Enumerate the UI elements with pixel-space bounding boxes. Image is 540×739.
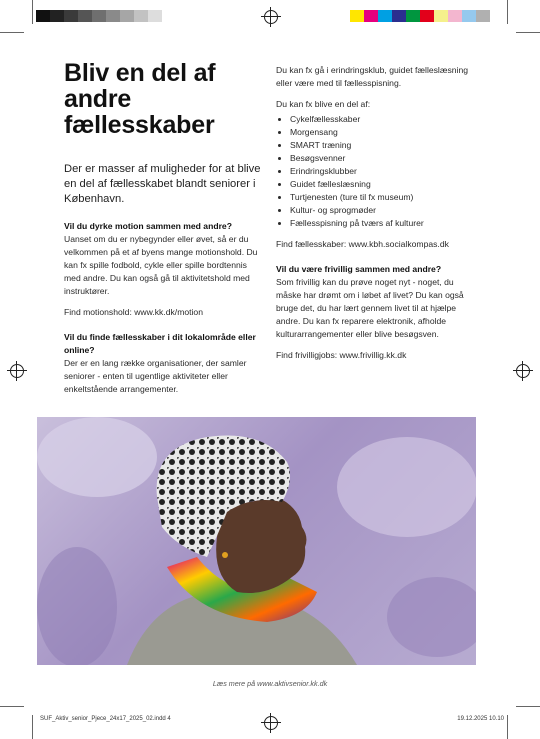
gray-swatch — [134, 10, 148, 22]
crop-mark — [0, 706, 24, 707]
color-swatch — [434, 10, 448, 22]
crop-mark — [507, 0, 508, 24]
gray-swatch — [92, 10, 106, 22]
activity-list-item: • SMART træning — [290, 139, 476, 152]
grayscale-color-bar — [36, 10, 162, 22]
gray-swatch — [78, 10, 92, 22]
registration-mark-icon — [264, 716, 278, 730]
question-volunteer: Vil du være frivillig sammen med andre? — [276, 264, 442, 274]
color-swatch — [364, 10, 378, 22]
color-swatch — [406, 10, 420, 22]
activity-list-item: • Besøgsvenner — [290, 152, 476, 165]
activities-paragraph: Du kan fx gå i erindringsklub, guidet fælleslæsning eller være med til fællesspisning. — [276, 65, 469, 88]
gray-swatch — [120, 10, 134, 22]
activity-list-item: • Turtjenesten (ture til fx museum) — [290, 191, 476, 204]
registration-mark-icon — [516, 364, 530, 378]
registration-mark-icon — [264, 10, 278, 24]
color-swatch — [392, 10, 406, 22]
crop-mark — [0, 32, 24, 33]
gray-swatch — [50, 10, 64, 22]
crop-mark — [32, 0, 33, 24]
motion-link-text: Find motionshold: www.kk.dk/motion — [64, 307, 203, 317]
community-link-text: Find fællesskaber: www.kbh.socialkompas.dk — [276, 239, 449, 249]
page-heading: Bliv en del af andre fællesskaber — [64, 59, 216, 139]
activity-list-item: • Guidet fælleslæsning — [290, 178, 476, 191]
crop-mark — [516, 32, 540, 33]
color-swatch — [420, 10, 434, 22]
gray-swatch — [36, 10, 50, 22]
activity-list — [276, 113, 476, 230]
become-part-intro: Du kan fx blive en del af: — [276, 99, 371, 109]
question-motion: Vil du dyrke motion sammen med andre? — [64, 221, 232, 231]
volunteer-paragraph: Som frivillig kan du prøve noget nyt - noget, du måske har drømt om i løbet af livet? Du kan også bruge det, du har lært gennem livet til at hjælpe andre. Du kan fx reparere elektronik, afholde kulturarrangementer eller blive besøgsven. — [276, 277, 464, 339]
color-swatch — [462, 10, 476, 22]
print-timestamp: 19.12.2025 10.10 — [457, 716, 504, 722]
gray-swatch — [148, 10, 162, 22]
activity-list-item: • Kultur- og sprogmøder — [290, 204, 476, 217]
motion-paragraph: Uanset om du er nybegynder eller øvet, så er du velkommen på et af byens mange motionshold. Du kan fx spille fodbold, cykle eller spille bordtennis med andre. Du kan også gå til aktivitetshold med instruktører. — [64, 234, 258, 296]
color-swatch-bar — [350, 10, 490, 22]
activity-list-item: • Cykelfællesskaber — [290, 113, 476, 126]
photo-senior-woman — [37, 417, 476, 665]
organisations-paragraph: Der er en lang række organisationer, der samler seniorer - enten til ugentlige aktiviteter eller enkeltstående arrangementer. — [64, 358, 247, 394]
activity-list-item: • Morgensang — [290, 126, 476, 139]
volunteer-link-text: Find frivilligjobs: www.frivillig.kk.dk — [276, 350, 407, 360]
lead-paragraph: Der er masser af muligheder for at blive en del af fællesskabet blandt seniorer i København. — [64, 163, 261, 205]
color-swatch — [476, 10, 490, 22]
color-swatch — [378, 10, 392, 22]
photo-caption: Læs mere på www.aktivsenior.kk.dk — [212, 679, 328, 688]
crop-mark — [516, 706, 540, 707]
gray-swatch — [106, 10, 120, 22]
question-local-community: Vil du finde fællesskaber i dit lokalområde eller online? — [64, 332, 256, 355]
registration-mark-icon — [10, 364, 24, 378]
right-column — [276, 64, 476, 370]
left-column — [64, 220, 264, 404]
file-slug: SUF_Aktiv_senior_Pjece_24x17_2025_02.indd 4 — [40, 716, 171, 722]
activity-list-item: • Erindringsklubber — [290, 165, 476, 178]
crop-mark — [32, 715, 33, 739]
photo-illustration — [37, 417, 476, 665]
gray-swatch — [64, 10, 78, 22]
color-swatch — [448, 10, 462, 22]
crop-mark — [507, 715, 508, 739]
activity-list-item: • Fællesspisning på tværs af kulturer — [290, 217, 476, 230]
color-swatch — [350, 10, 364, 22]
